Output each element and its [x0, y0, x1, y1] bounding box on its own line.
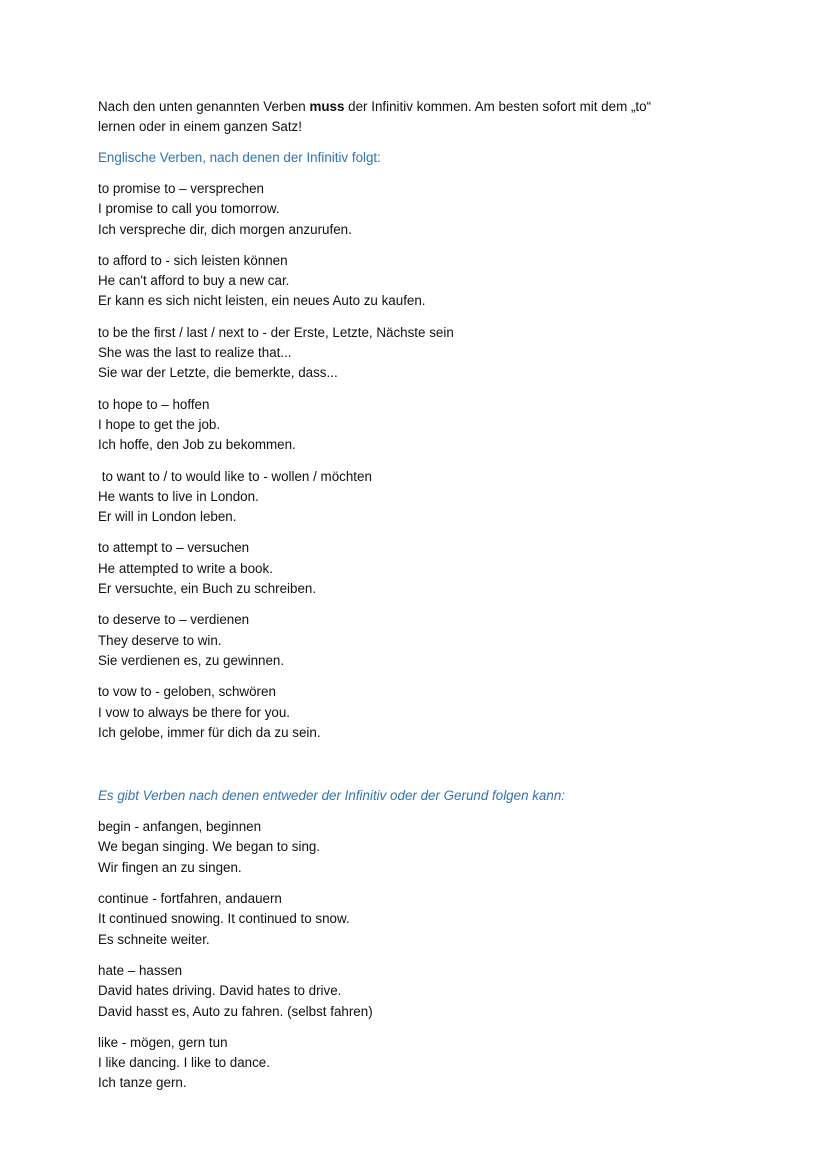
verb-line: to vow to - geloben, schwören: [98, 684, 276, 700]
verb-line: to afford to - sich leisten können: [98, 252, 288, 268]
translation-line: David hasst es, Auto zu fahren. (selbst fahren): [98, 1003, 373, 1019]
section1-heading: Englische Verben, nach denen der Infinitiv folgt:: [98, 150, 381, 165]
verb-line: to hope to – hoffen: [98, 396, 210, 412]
translation-line: Sie war der Letzte, die bemerkte, dass...: [98, 365, 338, 381]
verb-line: continue - fortfahren, andauern: [98, 891, 282, 907]
verb-entry: [98, 1033, 788, 1094]
translation-line: Wir fingen an zu singen.: [98, 859, 242, 875]
example-line: It continued snowing. It continued to snow.: [98, 911, 350, 927]
translation-line: Ich verspreche dir, dich morgen anzurufen.: [98, 221, 352, 237]
example-line: I like dancing. I like to dance.: [98, 1055, 270, 1071]
verb-entry: [98, 251, 788, 312]
translation-line: Ich tanze gern.: [98, 1075, 187, 1091]
example-line: David hates driving. David hates to drive.: [98, 983, 342, 999]
verb-line: like - mögen, gern tun: [98, 1034, 228, 1050]
example-line: I hope to get the job.: [98, 416, 221, 432]
verb-entry: [98, 395, 788, 456]
verb-entry: [98, 467, 788, 528]
intro-text-line2: lernen oder in einem ganzen Satz!: [98, 119, 302, 134]
translation-line: Er will in London leben.: [98, 509, 237, 525]
verb-line: to deserve to – verdienen: [98, 612, 250, 628]
intro-text-end: der Infinitiv kommen. Am besten sofort mit dem „to“: [344, 99, 652, 114]
verb-entry: [98, 538, 788, 599]
verb-entry: [98, 610, 788, 671]
verb-entry: [98, 817, 788, 878]
section2-heading: Es gibt Verben nach denen entweder der Infinitiv oder der Gerund folgen kann:: [98, 788, 565, 804]
verb-line: hate – hassen: [98, 962, 183, 978]
example-line: They deserve to win.: [98, 632, 222, 648]
example-line: He can't afford to buy a new car.: [98, 273, 290, 289]
translation-line: Ich gelobe, immer für dich da zu sein.: [98, 724, 321, 740]
verb-entry: [98, 179, 788, 240]
intro-text-start: Nach den unten genannten Verben: [98, 99, 310, 114]
translation-line: Es schneite weiter.: [98, 931, 210, 947]
example-line: I vow to always be there for you.: [98, 704, 291, 720]
translation-line: Ich hoffe, den Job zu bekommen.: [98, 437, 296, 453]
verb-entry: [98, 889, 788, 950]
intro-bold-word: muss: [309, 99, 345, 114]
verb-line: to attempt to – versuchen: [98, 540, 250, 556]
verb-entry: [98, 682, 788, 743]
example-line: I promise to call you tomorrow.: [98, 201, 280, 217]
example-line: She was the last to realize that...: [98, 345, 292, 361]
verb-line: to want to / to would like to - wollen / möchten: [98, 468, 372, 484]
example-line: He attempted to write a book.: [98, 560, 273, 576]
verb-line: begin - anfangen, beginnen: [98, 819, 262, 835]
translation-line: Er versuchte, ein Buch zu schreiben.: [98, 581, 317, 597]
translation-line: Er kann es sich nicht leisten, ein neues Auto zu kaufen.: [98, 293, 426, 309]
intro-paragraph: [98, 97, 788, 137]
verb-entry: [98, 323, 788, 384]
verb-line: to be the first / last / next to - der Erste, Letzte, Nächste sein: [98, 324, 454, 340]
example-line: He wants to live in London.: [98, 488, 259, 504]
translation-line: Sie verdienen es, zu gewinnen.: [98, 652, 285, 668]
example-line: We began singing. We began to sing.: [98, 839, 321, 855]
verb-entry: [98, 961, 788, 1022]
verb-line: to promise to – versprechen: [98, 181, 264, 196]
